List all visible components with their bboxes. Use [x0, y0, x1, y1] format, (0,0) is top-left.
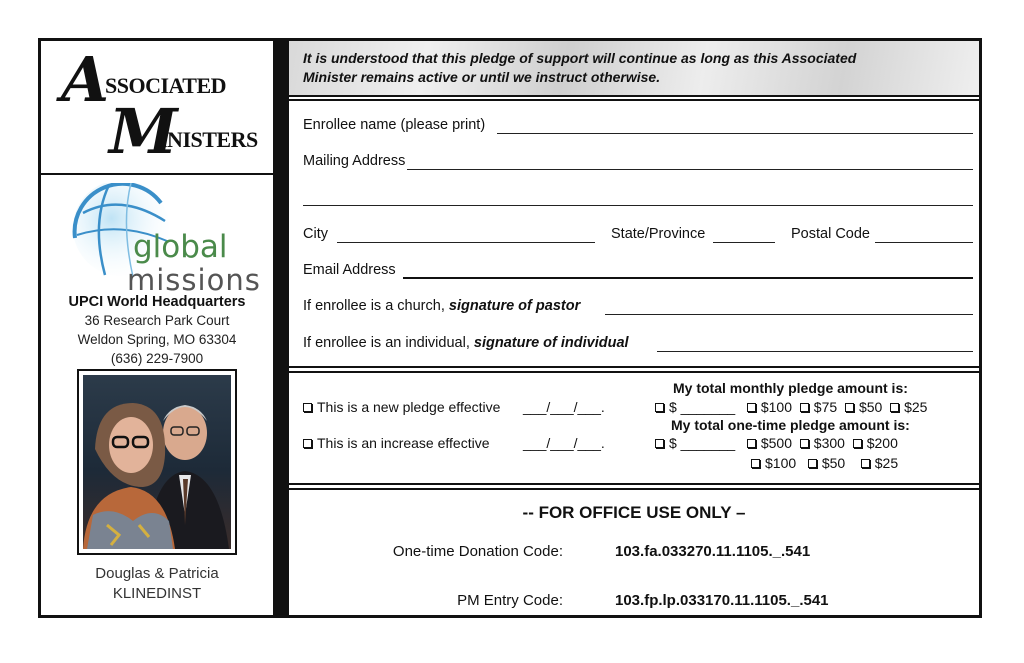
- notice-line2: Minister remains active or until we instruct otherwise.: [303, 69, 661, 85]
- mailing-address-field[interactable]: [407, 169, 973, 170]
- pm-entry-code-value: 103.fp.lp.033170.11.1105._.541: [615, 592, 829, 609]
- option-label: $500: [760, 435, 793, 451]
- option-label: $100: [765, 455, 797, 471]
- onetime-heading: My total one-time pledge amount is:: [671, 417, 910, 433]
- checkbox-icon[interactable]: [853, 439, 862, 448]
- enrollee-name-field[interactable]: [497, 133, 973, 134]
- individual-signature-label: [303, 335, 629, 351]
- missions-word: missions: [127, 263, 261, 297]
- monthly-option-75[interactable]: [800, 399, 837, 415]
- office-use-title: -- FOR OFFICE USE ONLY –: [522, 503, 746, 522]
- option-label: $25: [904, 399, 928, 415]
- monthly-option-50[interactable]: [845, 399, 882, 415]
- monthly-option-100[interactable]: [747, 399, 792, 415]
- section-divider: [289, 99, 979, 101]
- postal-label: Postal Code: [791, 226, 870, 242]
- checkbox-icon[interactable]: [845, 403, 854, 412]
- option-label: $50: [821, 455, 846, 471]
- notice-line1: It is understood that this pledge of support will continue as long as this Associated: [303, 50, 857, 66]
- vertical-divider: [273, 41, 289, 615]
- email-label: Email Address: [303, 262, 396, 278]
- checkbox-icon[interactable]: [655, 403, 664, 412]
- logo-initial-m: M: [109, 95, 178, 168]
- section-divider: [289, 488, 979, 490]
- associated-ministers-logo: [41, 41, 273, 175]
- checkbox-icon[interactable]: [800, 403, 809, 412]
- onetime-option-300[interactable]: [800, 435, 845, 451]
- global-word: global: [133, 229, 228, 265]
- church-label-text: If enrollee is a church,: [303, 298, 449, 314]
- checkbox-icon[interactable]: [655, 439, 664, 448]
- checkbox-icon[interactable]: [800, 439, 809, 448]
- increase-pledge-option[interactable]: [303, 435, 490, 451]
- church-signature-label: [303, 298, 580, 314]
- checkbox-icon[interactable]: [303, 439, 312, 448]
- couple-portrait: [83, 375, 231, 549]
- monthly-heading: My total monthly pledge amount is:: [673, 380, 908, 396]
- enrollee-name-label: Enrollee name (please print): [303, 117, 486, 133]
- hq-phone: (636) 229-7900: [110, 351, 204, 366]
- checkbox-icon[interactable]: [303, 403, 312, 412]
- logo-word-associated: SSOCIATED: [105, 73, 227, 98]
- option-label: $300: [813, 435, 845, 451]
- monthly-option-custom[interactable]: [655, 399, 735, 415]
- pm-entry-code-label: PM Entry Code:: [457, 592, 563, 609]
- pledge-card: [38, 38, 982, 618]
- checkbox-icon[interactable]: [747, 403, 756, 412]
- onetime-option-200[interactable]: [853, 435, 898, 451]
- onetime-option-50[interactable]: [808, 455, 845, 471]
- monthly-options: [655, 399, 927, 415]
- onetime-options-row1: [655, 435, 898, 451]
- church-label-emphasis: signature of pastor: [448, 298, 581, 314]
- option-label: $200: [866, 435, 898, 451]
- option-label: $100: [760, 399, 793, 415]
- checkbox-icon[interactable]: [861, 459, 870, 468]
- option-label: $ _______: [669, 435, 736, 451]
- city-field[interactable]: [337, 242, 595, 243]
- section-divider: [289, 483, 979, 485]
- city-label: City: [303, 226, 328, 242]
- monthly-option-25[interactable]: [890, 399, 927, 415]
- mailing-address-field-line2[interactable]: [303, 205, 973, 206]
- new-pledge-label: This is a new pledge effective: [317, 399, 501, 415]
- individual-label-emphasis: signature of individual: [473, 335, 629, 351]
- minister-surname: KLINEDINST: [112, 585, 202, 602]
- option-label: $25: [874, 455, 899, 471]
- state-label: State/Province: [611, 226, 706, 242]
- increase-pledge-label: This is an increase effective: [317, 435, 490, 451]
- left-panel: [41, 41, 273, 615]
- notice-banner: [289, 41, 979, 97]
- onetime-option-25[interactable]: [861, 455, 898, 471]
- minister-photo: [77, 369, 237, 555]
- mailing-address-label: Mailing Address: [303, 153, 406, 169]
- right-panel: [289, 41, 979, 615]
- section-divider: [289, 366, 979, 368]
- individual-signature-field[interactable]: [657, 351, 973, 352]
- hq-address-line1: 36 Research Park Court: [84, 313, 230, 328]
- hq-title: UPCI World Headquarters: [68, 294, 246, 310]
- onetime-option-500[interactable]: [747, 435, 792, 451]
- logo-initial-a: A: [61, 43, 110, 116]
- checkbox-icon[interactable]: [751, 459, 760, 468]
- donation-code-value: 103.fa.033270.11.1105._.541: [615, 543, 811, 560]
- donation-code-label: One-time Donation Code:: [392, 543, 563, 560]
- email-field[interactable]: [403, 277, 973, 279]
- new-pledge-option[interactable]: [303, 399, 500, 415]
- state-field[interactable]: [713, 242, 775, 243]
- minister-names: Douglas & Patricia: [95, 565, 219, 582]
- option-label: $ _______: [669, 399, 736, 415]
- new-pledge-date[interactable]: ___/___/___.: [523, 399, 605, 415]
- option-label: $75: [813, 399, 838, 415]
- logo-word-ministers: INISTERS: [159, 127, 258, 152]
- increase-pledge-date[interactable]: ___/___/___.: [523, 435, 605, 451]
- individual-label-text: If enrollee is an individual,: [303, 335, 474, 351]
- option-label: $50: [858, 399, 883, 415]
- onetime-option-custom[interactable]: [655, 435, 735, 451]
- checkbox-icon[interactable]: [808, 459, 817, 468]
- postal-field[interactable]: [875, 242, 973, 243]
- section-divider: [289, 371, 979, 373]
- checkbox-icon[interactable]: [747, 439, 756, 448]
- hq-address-line2: Weldon Spring, MO 63304: [77, 332, 237, 347]
- onetime-option-100[interactable]: [751, 455, 796, 471]
- checkbox-icon[interactable]: [890, 403, 899, 412]
- onetime-options-row2: [751, 455, 898, 471]
- pastor-signature-field[interactable]: [605, 314, 973, 315]
